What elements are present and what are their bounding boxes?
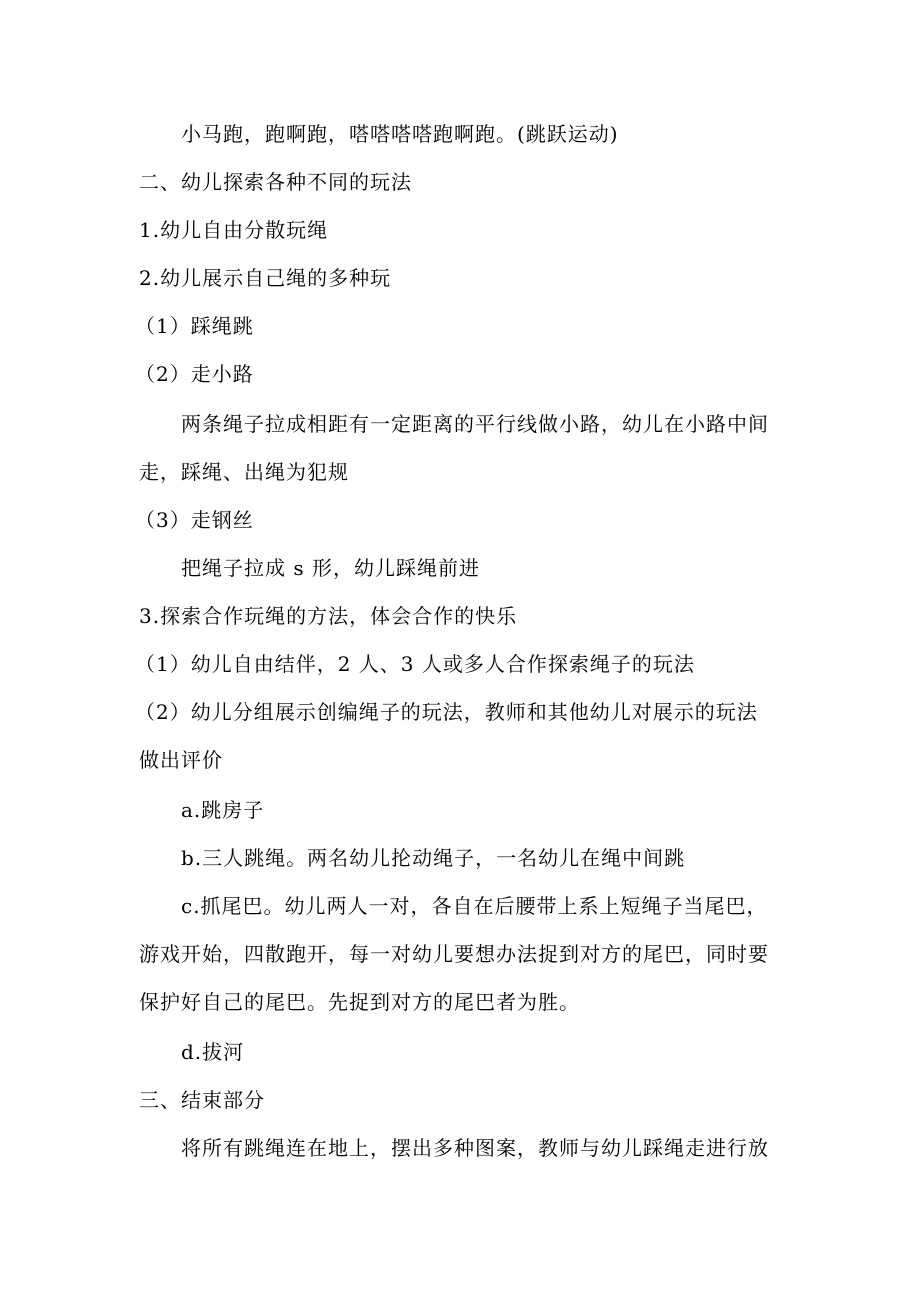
section-three-heading: 三、结束部分: [139, 1088, 265, 1112]
tightrope-description-line: 把绳子拉成 s 形，幼儿踩绳前进: [181, 556, 480, 580]
warmup-rhyme-line: 小马跑，跑啊跑，嗒嗒嗒嗒跑啊跑。(跳跃运动): [181, 122, 619, 146]
game-b-line: b.三人跳绳。两名幼儿抡动绳子，一名幼儿在绳中间跳: [181, 846, 686, 870]
path-description-line-1: 两条绳子拉成相距有一定距离的平行线做小路，幼儿在小路中间: [181, 412, 769, 436]
cooperation-item-2-line-1: （2）幼儿分组展示创编绳子的玩法，教师和其他幼儿对展示的玩法: [135, 700, 758, 724]
play-item-2-line: （2）走小路: [135, 362, 254, 386]
cooperation-item-2-line-2: 做出评价: [139, 748, 223, 772]
step-3-line: 3.探索合作玩绳的方法，体会合作的快乐: [139, 604, 518, 628]
game-d-line: d.拔河: [181, 1040, 245, 1064]
step-1-line: 1.幼儿自由分散玩绳: [139, 218, 329, 242]
step-2-line: 2.幼儿展示自己绳的多种玩: [139, 266, 392, 290]
section-two-heading: 二、幼儿探索各种不同的玩法: [139, 170, 412, 194]
game-c-line-3: 保护好自己的尾巴。先捉到对方的尾巴者为胜。: [139, 990, 580, 1014]
cooperation-item-1-line: （1）幼儿自由结伴，2 人、3 人或多人合作探索绳子的玩法: [135, 652, 695, 676]
path-description-line-2: 走，踩绳、出绳为犯规: [139, 460, 349, 484]
play-item-3-line: （3）走钢丝: [135, 508, 254, 532]
ending-description-line: 将所有跳绳连在地上，摆出多种图案，教师与幼儿踩绳走进行放: [181, 1136, 769, 1160]
game-c-line-2: 游戏开始，四散跑开，每一对幼儿要想办法捉到对方的尾巴，同时要: [139, 942, 769, 966]
game-c-line-1: c.抓尾巴。幼儿两人一对，各自在后腰带上系上短绳子当尾巴，: [181, 894, 768, 918]
play-item-1-line: （1）踩绳跳: [135, 314, 254, 338]
game-a-line: a.跳房子: [181, 798, 265, 822]
